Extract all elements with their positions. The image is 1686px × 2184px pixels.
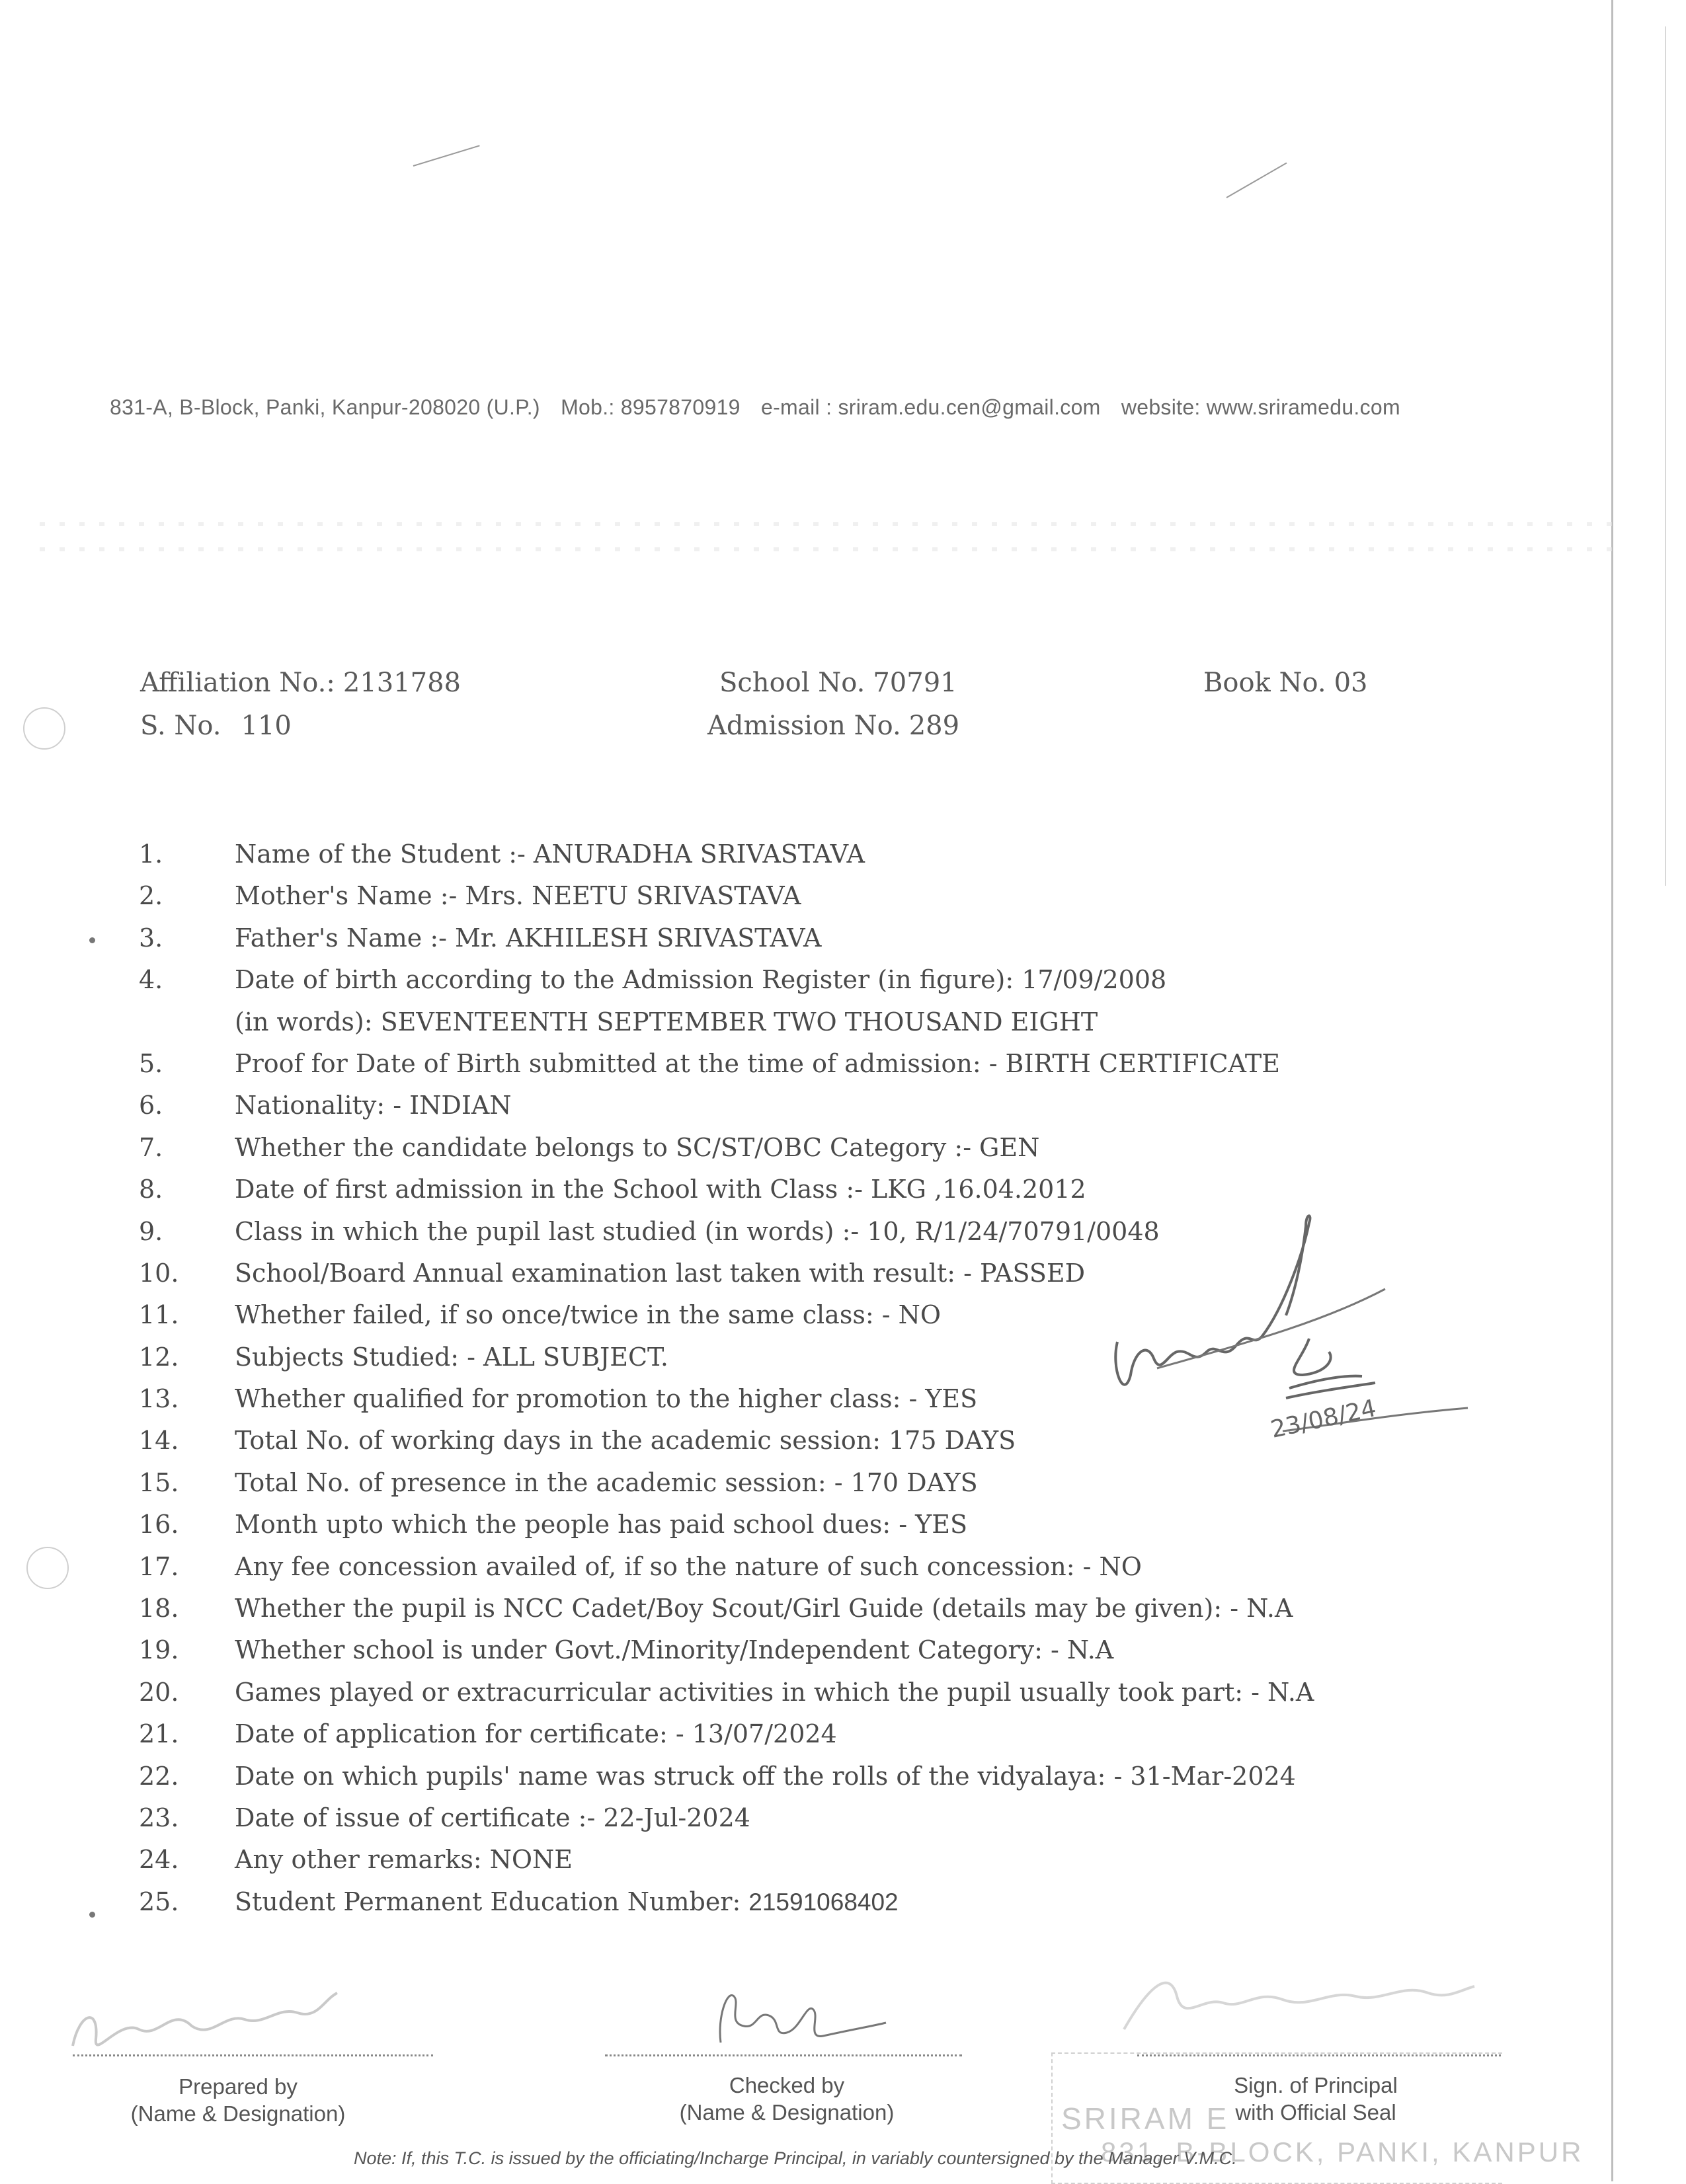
item-label: Mother's Name :- — [235, 881, 458, 911]
item-answer: NO — [898, 1300, 941, 1330]
item-label: Whether the candidate belongs to SC/ST/OBC Category :- — [235, 1132, 972, 1162]
checked-by-subtitle: (Name & Designation) — [679, 2100, 895, 2125]
contact-address: 831-A, B-Block, Panki, Kanpur-208020 (U.P.) — [110, 395, 540, 419]
item-answer: N.A — [1246, 1594, 1293, 1623]
item-label: Date of application for certificate: - — [235, 1719, 684, 1749]
item-answer: LKG ,16.04.2012 — [871, 1175, 1086, 1204]
item-answer: YES — [915, 1510, 968, 1540]
certificate-item — [139, 1049, 1461, 1091]
item-question — [235, 1133, 1039, 1162]
item-answer: NO — [1099, 1551, 1142, 1581]
principal-title: Sign. of Principal — [1234, 2073, 1398, 2097]
item-label: Whether failed, if so once/twice in the same class: - — [235, 1300, 891, 1330]
school-label: School No. — [719, 668, 865, 698]
item-label: Total No. of working days in the academic session: — [235, 1426, 881, 1456]
prepared-by-line — [73, 2054, 433, 2056]
certificate-item — [139, 1719, 1461, 1761]
item-answer: N.A — [1066, 1635, 1114, 1665]
item-number: 17. — [139, 1551, 179, 1581]
item-number: 14. — [139, 1426, 179, 1456]
item-question — [235, 1091, 512, 1120]
scan-dot — [89, 1912, 95, 1918]
item-answer: 13/07/2024 — [692, 1719, 837, 1749]
certificate-item — [139, 1510, 1461, 1551]
item-number: 24. — [139, 1845, 179, 1875]
item-answer: ANURADHA SRIVASTAVA — [533, 839, 865, 869]
item-label: Name of the Student :- — [235, 839, 526, 869]
item-question — [235, 1426, 1016, 1455]
item-answer: Mrs. NEETU SRIVASTAVA — [465, 881, 801, 911]
book-number — [1203, 668, 1368, 698]
item-number: 22. — [139, 1761, 179, 1791]
item-label: Date of birth according to the Admission Register (in figure): — [235, 965, 1014, 995]
principal-subtitle: with Official Seal — [1235, 2100, 1396, 2125]
certificate-item — [139, 1635, 1461, 1677]
item-number: 25. — [139, 1887, 179, 1916]
item-question — [235, 923, 821, 953]
item-number: 15. — [139, 1467, 179, 1497]
item-number: 23. — [139, 1803, 179, 1832]
item-question — [235, 881, 801, 910]
item-answer: INDIAN — [409, 1091, 512, 1120]
item-number: 5. — [139, 1048, 163, 1078]
scan-edge-secondary — [1665, 26, 1666, 886]
item-number: 12. — [139, 1342, 179, 1372]
scan-edge — [1611, 0, 1613, 2181]
item-question — [235, 1510, 967, 1539]
item-label: Month upto which the people has paid school dues: - — [235, 1510, 908, 1540]
sno-label: S. No. — [140, 711, 221, 741]
item-answer: 175 DAYS — [889, 1426, 1016, 1456]
prepared-by-label — [73, 2073, 403, 2127]
certificate-item — [139, 1091, 1461, 1132]
item-question — [235, 1678, 1314, 1707]
item-question — [235, 1845, 573, 1874]
punch-hole — [23, 707, 65, 750]
certificate-item — [139, 839, 1461, 881]
item-label: School/Board Annual examination last taken with result: - — [235, 1258, 972, 1288]
item-question — [235, 1007, 1098, 1036]
item-label: Date of first admission in the School with Class :- — [235, 1175, 863, 1204]
item-question — [235, 1300, 941, 1329]
item-answer: 10, R/1/24/70791/0048 — [867, 1216, 1160, 1246]
affiliation-label: Affiliation No.: — [140, 668, 335, 698]
item-question — [235, 1384, 977, 1413]
scan-dot — [89, 937, 95, 943]
item-question — [235, 1762, 1296, 1791]
item-question — [235, 965, 1166, 994]
item-question — [235, 1049, 1280, 1078]
item-answer: YES — [925, 1384, 978, 1414]
seal-text-line1: SRIRAM E — [1061, 2101, 1230, 2136]
item-label: Nationality: - — [235, 1091, 402, 1120]
prepared-by-subtitle: (Name & Designation) — [130, 2101, 346, 2126]
certificate-item — [139, 1133, 1461, 1175]
certificate-item — [139, 1762, 1461, 1803]
affiliation-value: 2131788 — [342, 668, 461, 698]
scan-noise — [40, 522, 1626, 526]
book-label: Book No. — [1203, 668, 1326, 698]
prepared-by-signature — [60, 1967, 370, 2072]
school-contact-line — [110, 395, 1492, 420]
item-label: Father's Name :- — [235, 923, 448, 953]
item-answer: 21591068402 — [748, 1888, 899, 1916]
item-label: Subjects Studied: - — [235, 1342, 476, 1372]
item-number: 1. — [139, 839, 163, 869]
certificate-item — [139, 1887, 1461, 1929]
certificate-item — [139, 1845, 1461, 1887]
school-value: 70791 — [873, 668, 957, 698]
item-label: Class in which the pupil last studied (in words) :- — [235, 1216, 860, 1246]
contact-mobile: Mob.: 8957870919 — [561, 395, 741, 419]
checked-by-line — [605, 2054, 962, 2056]
item-question — [235, 1803, 750, 1832]
item-number: 9. — [139, 1216, 163, 1246]
affiliation-number — [140, 668, 461, 698]
item-question — [235, 1217, 1160, 1246]
serial-number — [140, 711, 292, 741]
item-question — [235, 1259, 1085, 1288]
checked-by-title: Checked by — [729, 2073, 845, 2097]
principal-signature — [1111, 1957, 1481, 2056]
item-question — [235, 1594, 1293, 1623]
admission-number — [707, 711, 959, 741]
admission-label: Admission No. — [707, 711, 901, 741]
certificate-item — [139, 923, 1461, 965]
certificate-item — [139, 1678, 1461, 1719]
admission-value: 289 — [908, 711, 960, 741]
item-label: Whether qualified for promotion to the higher class: - — [235, 1384, 918, 1414]
item-answer: N.A — [1267, 1677, 1314, 1707]
punch-hole — [26, 1547, 69, 1589]
certificate-item — [139, 1803, 1461, 1845]
item-label: Student Permanent Education Number: — [235, 1887, 741, 1916]
scan-streak — [413, 145, 480, 167]
certificate-item — [139, 1594, 1461, 1635]
item-answer: NONE — [489, 1845, 573, 1875]
scan-noise — [40, 547, 1626, 551]
item-answer: 31-Mar-2024 — [1130, 1761, 1296, 1791]
handwritten-verification-signature — [1084, 1210, 1481, 1461]
item-number: 13. — [139, 1384, 179, 1414]
item-answer: 17/09/2008 — [1022, 965, 1167, 995]
item-answer: ALL SUBJECT. — [483, 1342, 668, 1372]
certificate-item — [139, 1468, 1461, 1510]
item-label: Whether the pupil is NCC Cadet/Boy Scout/Girl Guide (details may be given): - — [235, 1594, 1239, 1623]
book-value: 03 — [1334, 668, 1368, 698]
item-number: 8. — [139, 1175, 163, 1204]
item-number: 20. — [139, 1677, 179, 1707]
item-number: 11. — [139, 1300, 179, 1330]
item-label: Total No. of presence in the academic session: - — [235, 1467, 843, 1497]
item-answer: SEVENTEENTH SEPTEMBER TWO THOUSAND EIGHT — [380, 1007, 1098, 1036]
checked-by-signature — [707, 1976, 893, 2056]
checked-by-label — [622, 2072, 952, 2126]
school-number — [719, 668, 957, 698]
item-question — [235, 1175, 1086, 1204]
item-label: Games played or extracurricular activities in which the pupil usually took part: - — [235, 1677, 1260, 1707]
item-number: 19. — [139, 1635, 179, 1665]
item-number: 6. — [139, 1091, 163, 1120]
certificate-item — [139, 965, 1461, 1007]
item-question — [235, 1468, 978, 1497]
item-number: 16. — [139, 1510, 179, 1540]
contact-email: e-mail : sriram.edu.cen@gmail.com — [760, 395, 1101, 419]
item-answer: 22-Jul-2024 — [603, 1803, 750, 1832]
item-answer: PASSED — [979, 1258, 1086, 1288]
handwritten-date: 23/08/24 — [1268, 1395, 1379, 1444]
footer-note: Note: If, this T.C. is issued by the officiating/Incharge Principal, in variably countersigned by the Manager V.M.C. — [354, 2148, 1237, 2168]
item-question — [235, 1635, 1113, 1664]
item-label: Date on which pupils' name was struck off the rolls of the vidyalaya: - — [235, 1761, 1123, 1791]
item-label: Whether school is under Govt./Minority/Independent Category: - — [235, 1635, 1059, 1665]
item-question — [235, 1343, 668, 1372]
item-number: 10. — [139, 1258, 179, 1288]
prepared-by-title: Prepared by — [179, 2074, 298, 2099]
item-answer: GEN — [979, 1132, 1040, 1162]
item-label: Date of issue of certificate :- — [235, 1803, 596, 1832]
item-question — [235, 1719, 837, 1748]
certificate-item — [139, 881, 1461, 923]
item-label: Any fee concession availed of, if so the nature of such concession: - — [235, 1551, 1092, 1581]
certificate-item — [139, 1007, 1461, 1049]
scan-streak — [1226, 163, 1287, 198]
item-number: 2. — [139, 881, 163, 911]
certificate-item — [139, 1552, 1461, 1594]
item-question — [235, 1887, 899, 1916]
item-number: 7. — [139, 1132, 163, 1162]
item-number: 18. — [139, 1594, 179, 1623]
sno-value: 110 — [241, 711, 292, 741]
seal-text-line2: 831, B-BLOCK, PANKI, KANPUR — [1101, 2136, 1584, 2167]
item-label: Any other remarks: — [235, 1845, 482, 1875]
item-question — [235, 839, 865, 869]
item-number: 4. — [139, 965, 163, 995]
principal-label — [1150, 2072, 1481, 2126]
item-number: 3. — [139, 923, 163, 953]
item-question — [235, 1552, 1142, 1581]
item-answer: Mr. AKHILESH SRIVASTAVA — [455, 923, 822, 953]
item-answer: BIRTH CERTIFICATE — [1005, 1048, 1281, 1078]
item-answer: 170 DAYS — [850, 1467, 978, 1497]
item-number: 21. — [139, 1719, 179, 1749]
contact-website: website: www.sriramedu.com — [1121, 395, 1400, 419]
item-label: Proof for Date of Birth submitted at the time of admission: - — [235, 1048, 998, 1078]
item-label: (in words): — [235, 1007, 373, 1036]
